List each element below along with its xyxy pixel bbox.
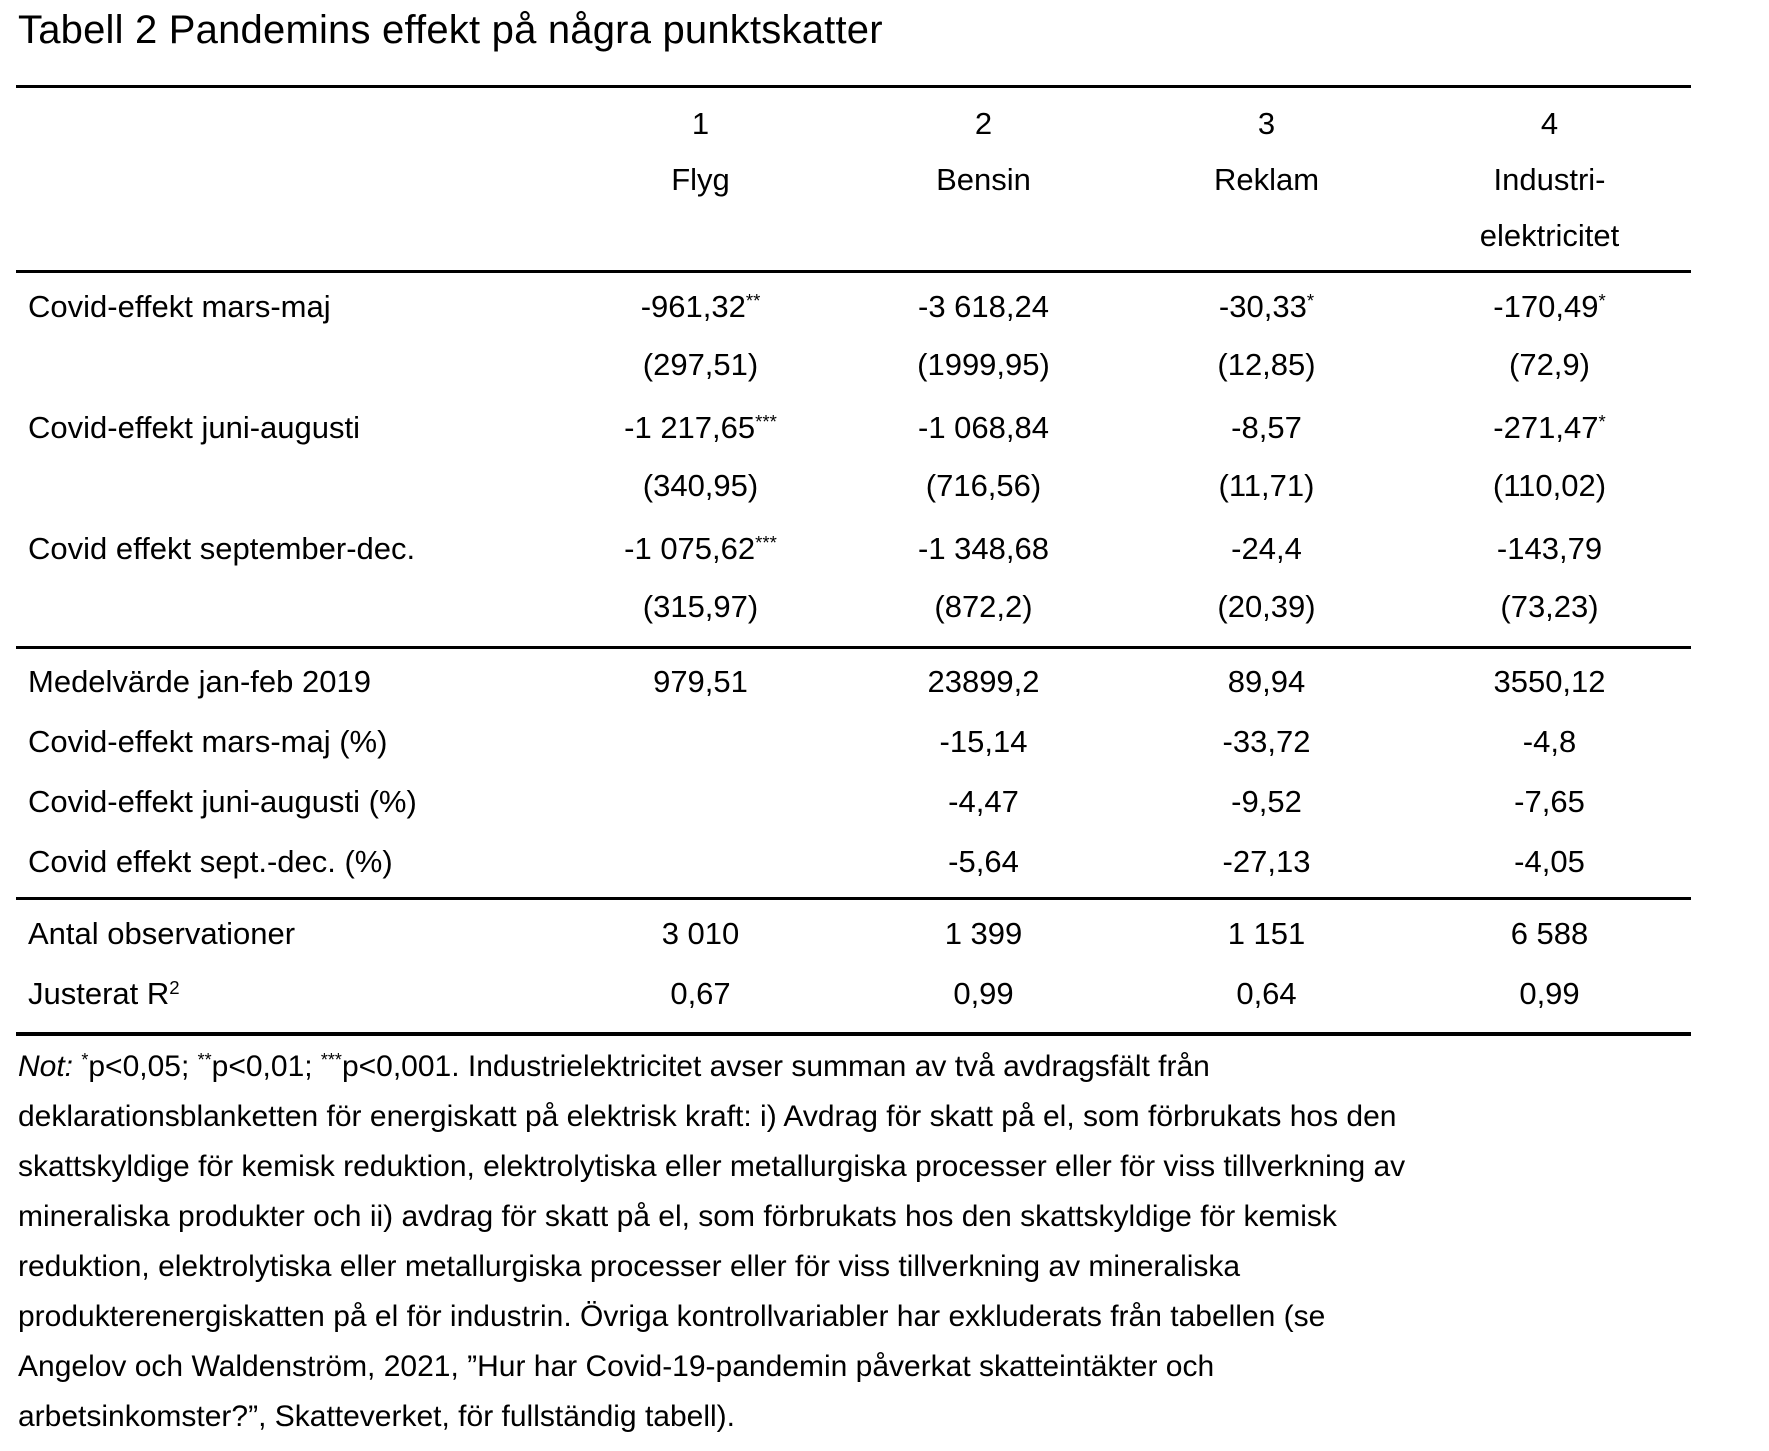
table-title: Tabell 2 Pandemins effekt på några punktskatter <box>18 8 883 52</box>
summary-row-juni-augusti-pct <box>16 772 1691 832</box>
note-line-1: Not: *p<0,05; **p<0,01; ***p<0,001. Industrielektricitet avser summan av två avdragsfält från <box>18 1050 1210 1083</box>
se-row-mars-maj <box>16 336 1691 394</box>
value-cell <box>559 712 842 772</box>
value-cell: 1 151 <box>1227 916 1306 951</box>
se-cell: (12,85) <box>1217 347 1316 382</box>
significance-stars: * <box>1306 289 1315 311</box>
column-name: Bensin <box>936 162 1031 197</box>
column-number: 1 <box>691 106 710 141</box>
row-label: Covid-effekt juni-augusti <box>28 410 360 445</box>
value-cell: 23899,2 <box>927 664 1040 699</box>
value-cell <box>559 772 842 832</box>
se-cell: (72,9) <box>1509 347 1590 382</box>
note-line-2: deklarationsblanketten för energiskatt på elektrisk kraft: i) Avdrag för skatt på el, som förbrukats hos den <box>18 1100 1397 1133</box>
value-cell: 3 010 <box>661 916 740 951</box>
coef-row-september-dec <box>16 515 1691 578</box>
se-cell: (872,2) <box>934 589 1033 624</box>
value-cell: -15,14 <box>939 724 1028 759</box>
column-name-line2 <box>1125 208 1408 264</box>
summary-row-mars-maj-pct <box>16 712 1691 772</box>
value-cell: -4,8 <box>1522 724 1577 759</box>
coef-row-juni-augusti <box>16 394 1691 457</box>
column-header-reklam <box>1125 87 1408 272</box>
row-label: Covid effekt sept.-dec. (%) <box>28 844 393 879</box>
estimate-cell: -1 348,68 <box>918 531 1049 566</box>
column-name: Flyg <box>671 162 730 197</box>
estimate-cell: -1 068,84 <box>918 410 1049 445</box>
note-line-3: skattskyldige för kemisk reduktion, elektrolytiska eller metallurgiska processer eller för viss tillverkning av <box>18 1150 1406 1183</box>
row-label: Justerat $R^2$ <box>28 976 180 1011</box>
se-cell: (340,95) <box>642 468 759 503</box>
coef-row-mars-maj <box>16 272 1691 337</box>
estimate-cell: -30,33* <box>1218 289 1315 324</box>
value-cell: 3550,12 <box>1493 664 1606 699</box>
column-number: 2 <box>974 106 993 141</box>
value-cell: -9,52 <box>1231 784 1302 819</box>
row-label: Antal observationer <box>28 916 296 951</box>
value-cell: -33,72 <box>1222 724 1311 759</box>
significance-stars: *** <box>755 531 777 553</box>
estimate-cell: -1 217,65*** <box>624 410 777 445</box>
row-label: Medelvärde jan-feb 2019 <box>28 664 371 699</box>
significance-stars: * <box>1598 410 1606 432</box>
header-label-spacer <box>16 87 559 272</box>
coefficient-section <box>16 272 1691 648</box>
note-line-4: mineraliska produkter och ii) avdrag för skatt på el, som förbrukats hos den skattskyldige för kemisk <box>18 1200 1337 1233</box>
column-name: Industri- <box>1493 162 1606 197</box>
value-cell: 89,94 <box>1227 664 1306 699</box>
results-table <box>16 85 1691 1036</box>
stats-row-observations <box>16 899 1691 965</box>
header-row <box>16 87 1691 272</box>
column-name: Reklam <box>1213 162 1320 197</box>
value-cell: -27,13 <box>1222 844 1311 879</box>
label-superscript: 2 <box>169 976 180 998</box>
significance-stars: ** <box>197 1050 212 1071</box>
estimate-cell: -961,32** <box>640 289 761 324</box>
column-header-bensin <box>842 87 1125 272</box>
value-cell: 0,64 <box>1236 976 1297 1011</box>
se-cell: (1999,95) <box>917 347 1050 382</box>
table-header <box>16 87 1691 272</box>
se-cell: (20,39) <box>1217 589 1316 624</box>
column-number: 4 <box>1540 106 1559 141</box>
row-label: Covid-effekt juni-augusti (%) <box>28 784 417 819</box>
value-cell: 979,51 <box>653 664 748 699</box>
column-name-line2 <box>842 208 1125 264</box>
row-label-empty <box>16 457 559 515</box>
column-header-industrielektricitet <box>1408 87 1691 272</box>
row-label: Covid-effekt mars-maj <box>28 289 331 324</box>
estimate-cell: -3 618,24 <box>918 289 1049 324</box>
value-cell: 0,99 <box>953 976 1014 1011</box>
summary-row-medelvarde <box>16 648 1691 713</box>
row-label: Covid-effekt mars-maj (%) <box>28 724 388 759</box>
significance-stars: * <box>1598 289 1606 311</box>
estimate-cell: -143,79 <box>1496 531 1603 566</box>
se-cell: (297,51) <box>642 347 759 382</box>
se-cell: (110,02) <box>1492 468 1607 503</box>
value-cell: 1 399 <box>944 916 1023 951</box>
significance-stars: *** <box>320 1050 342 1071</box>
se-cell: (73,23) <box>1500 589 1599 624</box>
note-line-8: arbetsinkomster?”, Skatteverket, för fullständig tabell). <box>18 1400 735 1433</box>
value-cell: 0,99 <box>1519 976 1580 1011</box>
significance-stars: *** <box>755 410 777 432</box>
row-label-empty <box>16 336 559 394</box>
row-label: Covid effekt september-dec. <box>28 531 416 566</box>
row-label-empty <box>16 578 559 648</box>
summary-section <box>16 648 1691 899</box>
se-row-juni-augusti <box>16 457 1691 515</box>
note-line-6: produkterenergiskatten på el för industrin. Övriga kontrollvariabler har exkluderats från tabellen (se <box>18 1300 1326 1333</box>
value-cell: -7,65 <box>1514 784 1585 819</box>
se-cell: (11,71) <box>1218 468 1315 503</box>
value-cell: -5,64 <box>948 844 1019 879</box>
stats-section <box>16 899 1691 1035</box>
significance-stars: ** <box>745 289 761 311</box>
estimate-cell: -271,47* <box>1493 410 1606 445</box>
summary-row-sept-dec-pct <box>16 832 1691 899</box>
estimate-cell: -170,49* <box>1493 289 1606 324</box>
value-cell <box>559 832 842 899</box>
column-number: 3 <box>1257 106 1276 141</box>
se-cell: (716,56) <box>925 468 1042 503</box>
estimate-cell: -24,4 <box>1231 531 1302 566</box>
column-name-line2: elektricitet <box>1479 218 1620 253</box>
value-cell: -4,05 <box>1514 844 1585 879</box>
se-row-september-dec <box>16 578 1691 648</box>
note-line-7: Angelov och Waldenström, 2021, ”Hur har Covid-19-pandemin påverkat skatteintäkter och <box>18 1350 1215 1383</box>
column-header-flyg <box>559 87 842 272</box>
note-line-5: reduktion, elektrolytiska eller metallurgiska processer eller för viss tillverkning av mineraliska <box>18 1250 1241 1283</box>
value-cell: -4,47 <box>948 784 1019 819</box>
significance-stars: * <box>81 1050 89 1071</box>
column-name-line2 <box>559 208 842 264</box>
table-note <box>18 1042 1769 1442</box>
se-cell: (315,97) <box>642 589 759 624</box>
stats-row-adjusted-r2 <box>16 964 1691 1034</box>
value-cell: 6 588 <box>1510 916 1589 951</box>
estimate-cell: -1 075,62*** <box>624 531 777 566</box>
value-cell: 0,67 <box>670 976 731 1011</box>
estimate-cell: -8,57 <box>1231 410 1302 445</box>
